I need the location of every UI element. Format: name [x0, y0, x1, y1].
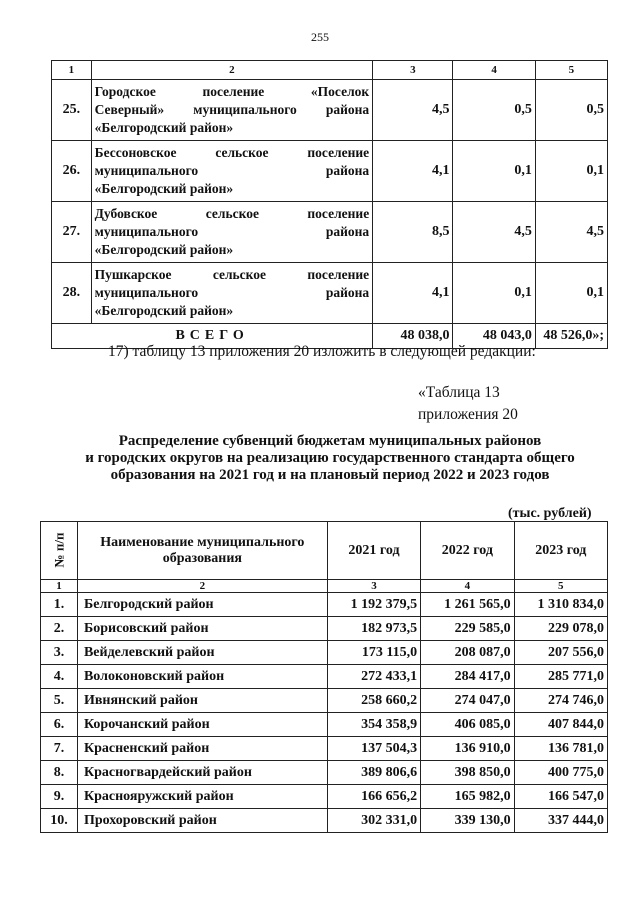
col-number: 5	[535, 61, 607, 80]
value-2021: 182 973,5	[327, 617, 420, 641]
district-name: Волоконовский район	[77, 665, 327, 689]
table-row	[41, 785, 608, 809]
value-2023: 229 078,0	[514, 617, 607, 641]
page-number: 255	[311, 30, 329, 44]
district-name: Ивнянский район	[77, 689, 327, 713]
table-row	[52, 263, 608, 324]
value-cell: 0,1	[453, 263, 535, 324]
district-name: Краснояружский район	[77, 785, 327, 809]
value-2023: 136 781,0	[514, 737, 607, 761]
col-number: 2	[77, 580, 327, 593]
table-reference-line: «Таблица 13	[418, 384, 500, 401]
table-row	[41, 641, 608, 665]
value-cell: 0,1	[453, 141, 535, 202]
table-reference-line: приложения 20	[418, 406, 518, 423]
value-2023: 400 775,0	[514, 761, 607, 785]
settlement-name: Городское поселение «Поселок Северный» муниципального района «Белгородский район»	[91, 80, 373, 141]
table-row	[41, 809, 608, 833]
top-table	[51, 60, 608, 349]
header-year: 2022 год	[421, 522, 514, 580]
title-line: образования на 2021 год и на плановый период 2022 и 2023 годов	[110, 467, 550, 483]
settlement-name: Пушкарское сельское поселение муниципального района «Белгородский район»	[91, 263, 373, 324]
value-2023: 285 771,0	[514, 665, 607, 689]
district-name: Вейделевский район	[77, 641, 327, 665]
amendment-instruction: 17) таблицу 13 приложения 20 изложить в следующей редакции:	[108, 343, 536, 360]
table-row	[41, 761, 608, 785]
value-2022: 136 910,0	[421, 737, 514, 761]
row-number: 25.	[52, 80, 92, 141]
total-value: 48 043,0	[453, 324, 535, 349]
total-label: ВСЕГО	[52, 324, 373, 349]
value-2022: 274 047,0	[421, 689, 514, 713]
col-number: 1	[41, 580, 78, 593]
row-number: 8.	[41, 761, 78, 785]
table-row	[41, 713, 608, 737]
header-year: 2023 год	[514, 522, 607, 580]
column-number-row	[41, 580, 608, 593]
value-2021: 1 192 379,5	[327, 593, 420, 617]
row-number: 6.	[41, 713, 78, 737]
table-title	[40, 433, 620, 484]
value-2022: 339 130,0	[421, 809, 514, 833]
district-name: Красненский район	[77, 737, 327, 761]
row-number: 27.	[52, 202, 92, 263]
value-2022: 1 261 565,0	[421, 593, 514, 617]
title-line: Распределение субвенций бюджетам муниципальных районов	[118, 433, 542, 449]
value-2021: 166 656,2	[327, 785, 420, 809]
value-2023: 274 746,0	[514, 689, 607, 713]
table-row	[41, 689, 608, 713]
district-name: Красногвардейский район	[77, 761, 327, 785]
row-number: 1.	[41, 593, 78, 617]
total-value: 48 526,0»;	[535, 324, 607, 349]
value-cell: 4,5	[453, 202, 535, 263]
value-cell: 4,1	[373, 263, 453, 324]
row-number: 4.	[41, 665, 78, 689]
row-number: 7.	[41, 737, 78, 761]
table-row	[52, 141, 608, 202]
row-number: 10.	[41, 809, 78, 833]
district-name: Корочанский район	[77, 713, 327, 737]
value-2021: 389 806,6	[327, 761, 420, 785]
value-2021: 354 358,9	[327, 713, 420, 737]
col-number: 4	[453, 61, 535, 80]
settlement-name: Дубовское сельское поселение муниципального района «Белгородский район»	[91, 202, 373, 263]
value-2021: 302 331,0	[327, 809, 420, 833]
table-row	[41, 665, 608, 689]
value-cell: 0,5	[535, 80, 607, 141]
table-row	[41, 593, 608, 617]
value-2023: 166 547,0	[514, 785, 607, 809]
value-2022: 406 085,0	[421, 713, 514, 737]
value-cell: 0,1	[535, 263, 607, 324]
table-reference	[418, 382, 518, 426]
header-number: № п/п	[41, 522, 78, 580]
value-2023: 407 844,0	[514, 713, 607, 737]
value-2021: 173 115,0	[327, 641, 420, 665]
header-name: Наименование муниципального образования	[77, 522, 327, 580]
row-number: 9.	[41, 785, 78, 809]
value-2021: 272 433,1	[327, 665, 420, 689]
col-number: 4	[421, 580, 514, 593]
col-number: 3	[327, 580, 420, 593]
header-year: 2021 год	[327, 522, 420, 580]
value-cell: 0,5	[453, 80, 535, 141]
value-2022: 208 087,0	[421, 641, 514, 665]
col-number: 1	[52, 61, 92, 80]
row-number: 26.	[52, 141, 92, 202]
col-number: 3	[373, 61, 453, 80]
table-row	[52, 202, 608, 263]
settlement-name: Бессоновское сельское поселение муниципального района «Белгородский район»	[91, 141, 373, 202]
value-2022: 229 585,0	[421, 617, 514, 641]
value-2021: 137 504,3	[327, 737, 420, 761]
value-cell: 4,5	[373, 80, 453, 141]
value-cell: 4,5	[535, 202, 607, 263]
district-name: Белгородский район	[77, 593, 327, 617]
main-table	[40, 521, 608, 833]
column-number-row	[52, 61, 608, 80]
value-cell: 4,1	[373, 141, 453, 202]
row-number: 28.	[52, 263, 92, 324]
table-row	[41, 737, 608, 761]
title-line: и городских округов на реализацию государственного стандарта общего	[85, 450, 575, 466]
units-label: (тыс. рублей)	[508, 506, 592, 521]
value-cell: 8,5	[373, 202, 453, 263]
header-row	[41, 522, 608, 580]
row-number: 2.	[41, 617, 78, 641]
row-number: 5.	[41, 689, 78, 713]
value-2023: 1 310 834,0	[514, 593, 607, 617]
value-2022: 165 982,0	[421, 785, 514, 809]
district-name: Прохоровский район	[77, 809, 327, 833]
district-name: Борисовский район	[77, 617, 327, 641]
col-number: 2	[91, 61, 373, 80]
value-2022: 398 850,0	[421, 761, 514, 785]
value-2021: 258 660,2	[327, 689, 420, 713]
table-row	[52, 80, 608, 141]
total-value: 48 038,0	[373, 324, 453, 349]
value-cell: 0,1	[535, 141, 607, 202]
value-2023: 207 556,0	[514, 641, 607, 665]
row-number: 3.	[41, 641, 78, 665]
value-2023: 337 444,0	[514, 809, 607, 833]
table-row	[41, 617, 608, 641]
col-number: 5	[514, 580, 607, 593]
value-2022: 284 417,0	[421, 665, 514, 689]
